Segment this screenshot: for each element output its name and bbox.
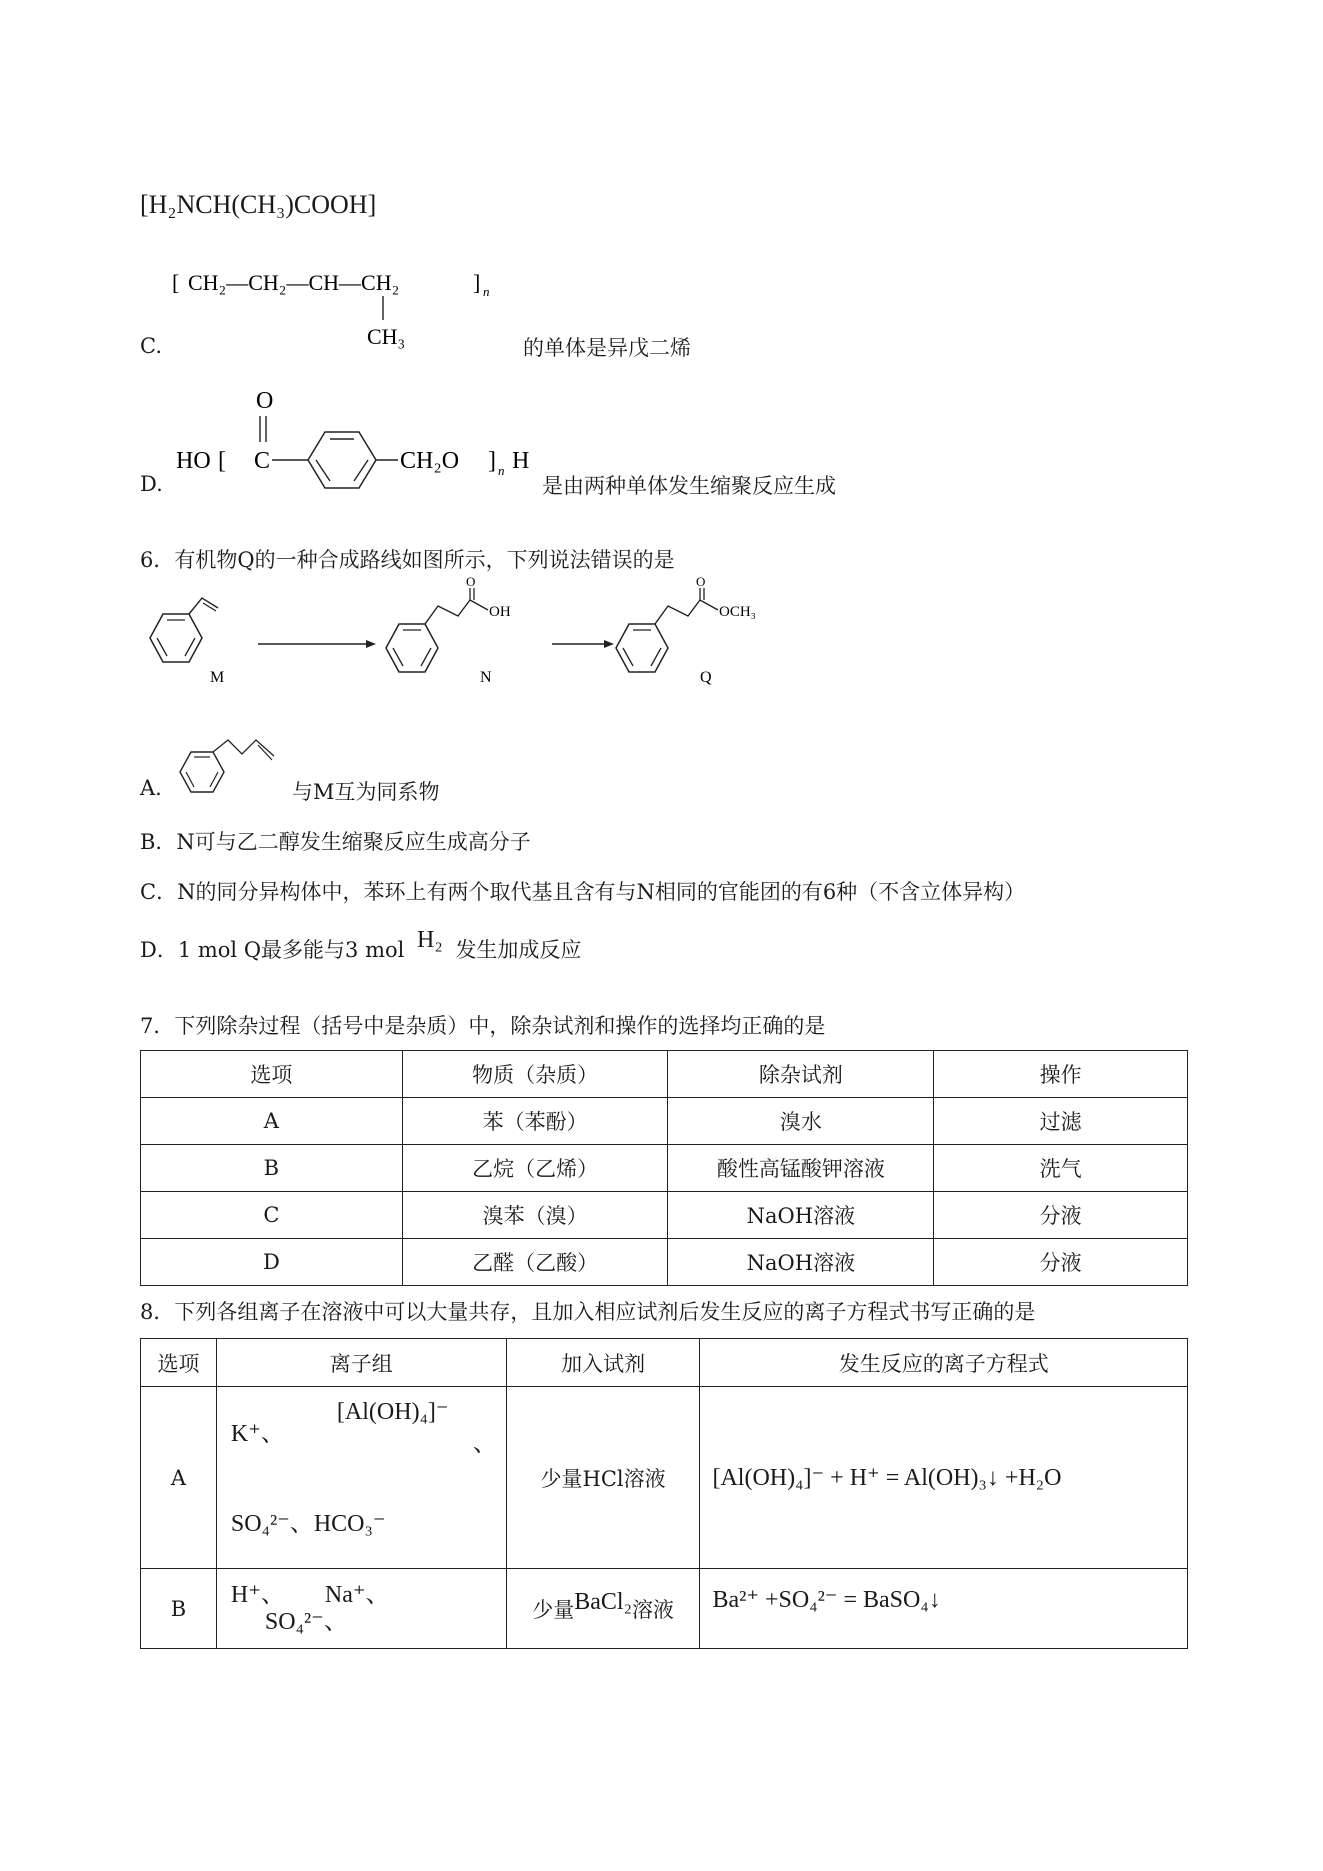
q7-header-reagent: 除杂试剂 [668,1051,934,1098]
compound-n-oh: OH [489,604,511,620]
q6-option-d-prefix: D．1 mol Q最多能与3 mol [140,938,405,962]
q8-row-b-reagent-formula: BaCl₂ [574,1588,632,1615]
q8-row-a-option: A [141,1387,217,1569]
q7-header-operation: 操作 [934,1051,1188,1098]
q8-row-a-ion-aloh4: [Al(OH)₄]⁻ [336,1399,449,1425]
compound-q-carbonyl-o: O [696,574,706,589]
polymer-d-carbonyl-o: O [256,388,274,414]
q8-row-b-equation: Ba²⁺ +SO₄²⁻ = BaSO₄↓ [700,1569,1188,1649]
question-7-stem: 7．下列除杂过程（括号中是杂质）中，除杂试剂和操作的选择均正确的是 [140,1014,826,1038]
table-row [141,1145,1188,1192]
polymer-c-main-chain: CH₂—CH₂—CH—CH₂ [188,270,400,295]
q7-row-b-operation: 洗气 [934,1145,1188,1192]
compound-q-och3: OCH₃ [719,604,756,620]
polymer-d-c: C [254,448,271,474]
q6-option-b: B．N可与乙二醇发生缩聚反应生成高分子 [140,830,531,854]
q7-row-a-option: A [141,1098,403,1145]
q7-row-d-reagent: NaOH溶液 [668,1239,934,1286]
option-a-ring-icon [180,752,224,792]
polymer-c-structure [170,262,510,358]
compound-n-ring-icon [386,624,438,672]
q6-option-d-suffix: 发生加成反应 [455,938,582,962]
q7-table [140,1050,1188,1286]
table-row [141,1387,1188,1569]
polymer-d-ho: HO [176,448,211,474]
q7-row-d-operation: 分液 [934,1239,1188,1286]
compound-q-label: Q [700,669,712,686]
q7-row-a-operation: 过滤 [934,1098,1188,1145]
polymer-c-close-bracket: ] [473,270,481,295]
option-c-text: 的单体是异戊二烯 [523,336,691,360]
q8-row-b-ions [216,1569,506,1649]
q6-option-a-label: A. [140,776,162,800]
q7-row-c-operation: 分液 [934,1192,1188,1239]
q8-row-a-ions [216,1387,506,1569]
q7-row-c-option: C [141,1192,403,1239]
q8-header-option: 选项 [141,1339,217,1387]
q6-option-c: C．N的同分异构体中，苯环上有两个取代基且含有与N相同的官能团的有6种（不含立体异构） [140,880,1026,904]
q8-row-b-ion-na: Na⁺、 [324,1581,390,1608]
q7-header-option: 选项 [141,1051,403,1098]
compound-m-ring-icon [150,614,202,662]
q7-row-a-reagent: 溴水 [668,1098,934,1145]
q6-option-a-text: 与M互为同系物 [292,780,440,804]
alanine-formula: [H₂NCH(CH₃)COOH] [140,190,377,219]
table-row [141,1098,1188,1145]
q8-row-b-ion-so4: SO₄²⁻、 [264,1608,348,1635]
table-row [141,1239,1188,1286]
benzene-ring-icon [308,432,376,488]
q7-row-d-option: D [141,1239,403,1286]
q8-row-a-equation: [Al(OH)₄]⁻ + H⁺ = Al(OH)₃↓ +H₂O [700,1387,1188,1569]
q8-header-ions: 离子组 [216,1339,506,1387]
polymer-d-n: n [498,463,505,478]
q7-row-a-substance: 苯（苯酚） [402,1098,668,1145]
table-row [141,1569,1188,1649]
q8-row-a-ion-k: K⁺、 [230,1421,285,1447]
question-8-stem: 8．下列各组离子在溶液中可以大量共存，且加入相应试剂后发生反应的离子方程式书写正确的是 [140,1300,1036,1324]
polymer-c-open-bracket: [ [172,270,180,295]
q8-row-b-reagent [506,1569,700,1649]
option-a-structure [176,732,296,804]
q7-row-c-substance: 溴苯（溴） [402,1192,668,1239]
compound-n-carbonyl-o: O [466,574,476,589]
synthesis-scheme [140,574,820,694]
q8-header-reagent: 加入试剂 [506,1339,700,1387]
svg-text:[: [ [218,448,226,474]
q7-row-b-reagent: 酸性高锰酸钾溶液 [668,1145,934,1192]
q6-option-d [140,927,582,964]
polymer-d-structure [176,380,546,490]
question-6-stem: 6．有机物Q的一种合成路线如图所示，下列说法错误的是 [140,548,675,572]
compound-q-ring-icon [616,624,668,672]
q7-header-substance: 物质（杂质） [402,1051,668,1098]
q8-row-a-separator: 、 [472,1431,497,1457]
compound-m-label: M [210,669,225,686]
q6-option-d-h2: H₂ [417,927,443,953]
q7-row-b-substance: 乙烷（乙烯） [402,1145,668,1192]
q8-row-b-reagent-prefix: 少量 [532,1597,575,1622]
q7-row-c-reagent: NaOH溶液 [668,1192,934,1239]
polymer-c-branch: CH₃ [367,324,406,349]
option-c-label: C. [140,334,162,358]
q8-row-b-ion-h: H⁺、 [230,1581,285,1608]
svg-text:]: ] [488,448,496,474]
q8-row-a-ion-so4-hco3: SO₄²⁻、HCO₃⁻ [230,1511,386,1537]
q8-row-a-reagent: 少量HCl溶液 [506,1387,700,1569]
table-row [141,1192,1188,1239]
q8-row-b-reagent-suffix: 溶液 [631,1597,674,1622]
q8-header-equation: 发生反应的离子方程式 [700,1339,1188,1387]
polymer-d-h: H [512,448,530,474]
q8-table [140,1338,1188,1649]
compound-n-label: N [480,669,492,686]
polymer-d-ch2o: CH₂O [400,448,460,474]
option-d-text: 是由两种单体发生缩聚反应生成 [542,474,836,498]
q7-row-b-option: B [141,1145,403,1192]
q8-row-b-option: B [141,1569,217,1649]
polymer-c-n: n [483,284,490,299]
option-d-label: D. [140,472,163,496]
q7-row-d-substance: 乙醛（乙酸） [402,1239,668,1286]
